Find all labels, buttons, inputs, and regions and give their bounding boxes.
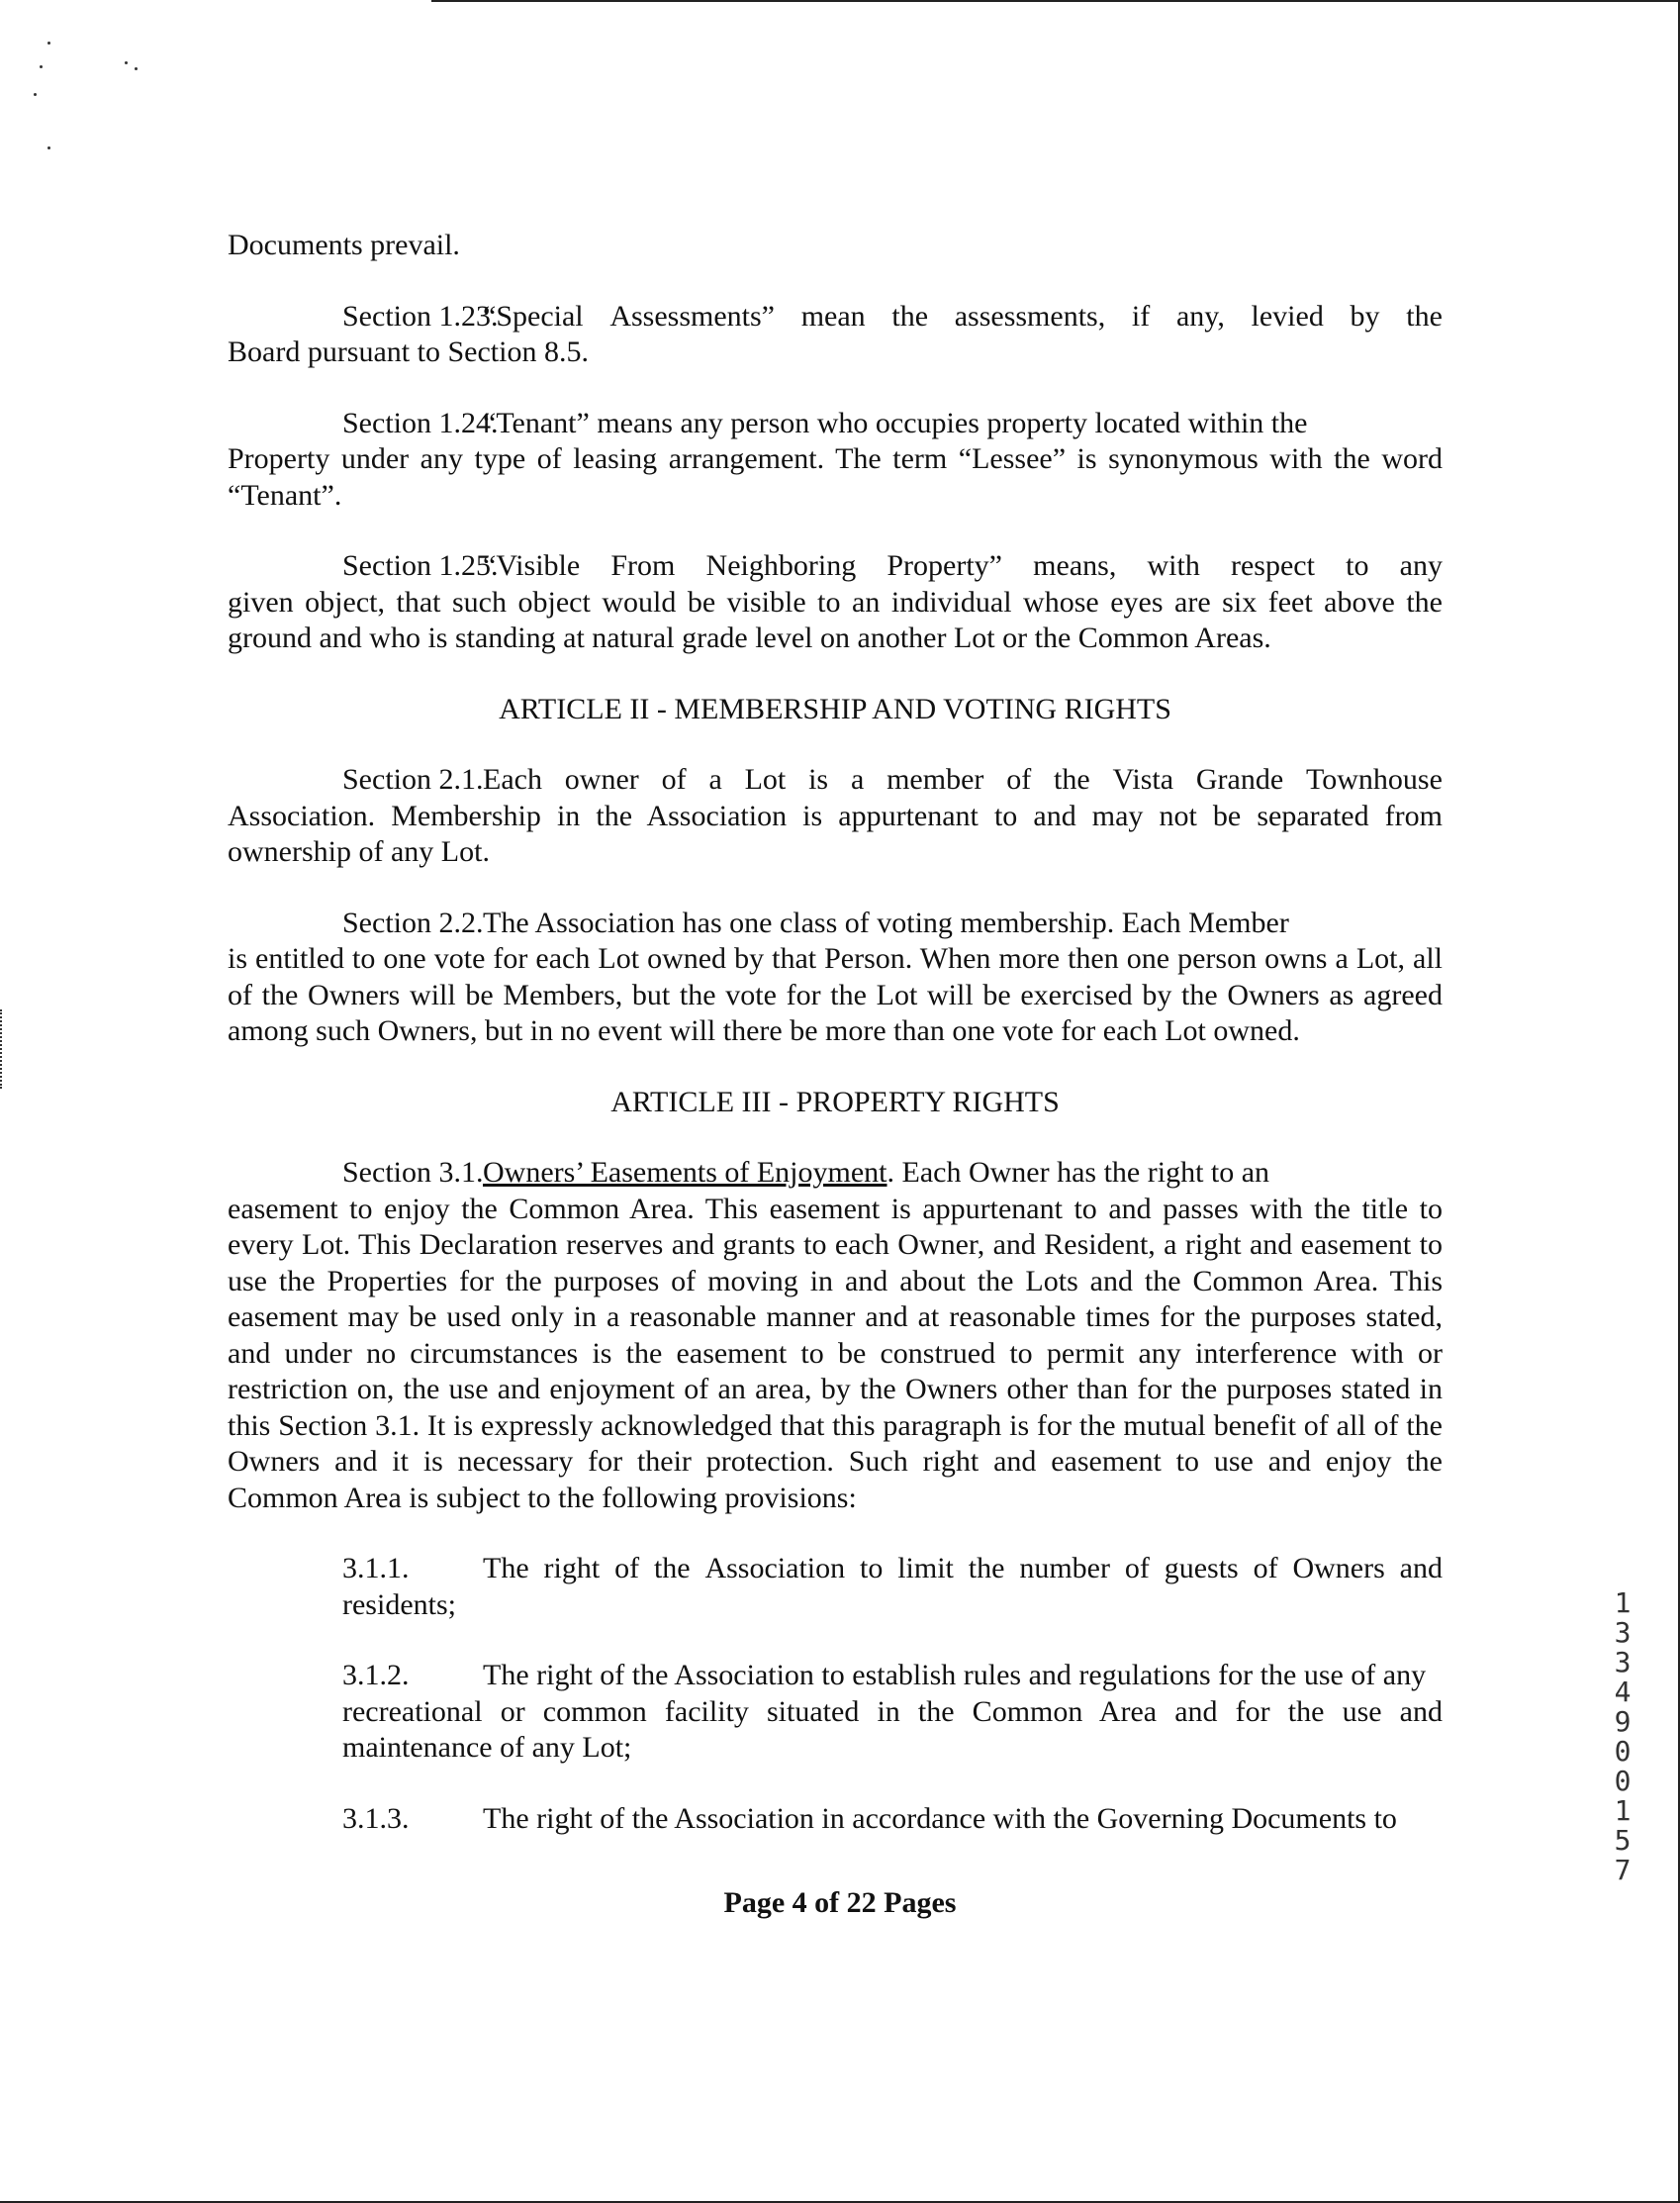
section-first-line [483,762,1443,799]
section-2-2 [228,906,1443,1050]
section-text: Board pursuant to Section 8.5. [228,335,589,368]
provision-first-line: The right of the Association to establish rules and regulations for the use of any [483,1659,1427,1691]
section-first-line [483,548,1443,585]
word: owner [564,763,639,796]
scan-speck [47,42,50,45]
word: the [653,1552,691,1584]
word: Association [704,1552,846,1584]
article-3-heading: ARTICLE III - PROPERTY RIGHTS [610,1085,1060,1118]
provision-text: recreational or common facility situated in the Common Area and for the use and maintenance of any Lot; [342,1694,1443,1764]
provision-3-1-3 [228,1801,1443,1838]
section-text: easement to enjoy the Common Area. This easement is appurtenant to and passes with the title to every Lot. This Declaration reserves and grants to each Owner, and Resident, a right and easement to use the Properties for the purposes of moving in and about the Lots and the Common Area. This easement may be used only in a reasonable manner and at reasonable times for the purposes stated, and under no circumstances is the easement to be construed to permit any interference with or restriction on, the use and enjoyment of an area, by the Owners other than for the purposes stated in this Section 3.1. It is expressly acknowledged that this paragraph is for the mutual benefit of all of the Owners and it is necessary for their protection. Such right and easement to use and enjoy the Common Area is subject to the following provisions: [228,1192,1443,1514]
section-label: Section 2.2. [342,906,484,939]
word: any, [1175,299,1225,333]
section-2-1 [228,762,1443,871]
provision-label: 3.1.3. [342,1801,410,1835]
section-first-line [483,1155,1443,1192]
word: Lot [744,763,787,796]
provision-first-line: The right of the Association in accordance with the Governing Documents to [483,1801,1397,1835]
margin-stamp: 13349 00157 [1614,1586,1632,1886]
word: Assessments” [609,299,775,333]
provision-label: 3.1.1. [342,1552,410,1584]
word: is [808,763,829,796]
word: Property” [887,549,1002,582]
word: limit [897,1552,954,1584]
word: right [543,1552,601,1584]
section-3-1 [228,1155,1443,1516]
section-first-line: “Tenant” means any person who occupies property located within the [483,406,1308,439]
word: levied [1251,299,1324,333]
word: The [483,1552,529,1584]
word: a [708,763,722,796]
section-label: Section 1.23. [342,299,499,333]
section-first-line-tail: . Each Owner has the right to an [887,1156,1270,1189]
word: number [1019,1552,1110,1584]
word: Townhouse [1306,763,1443,796]
section-text: Property under any type of leasing arrangement. The term “Lessee” is synonymous with the word “Tenant”. [228,442,1443,512]
document-body [228,228,1443,1837]
section-label: Section 1.25. [342,549,499,582]
scan-speck [40,65,43,68]
word: of [1124,1552,1150,1584]
provision-3-1-1 [228,1551,1443,1623]
section-1-25 [228,548,1443,657]
page-number-footer: Page 4 of 22 Pages [723,1886,957,1919]
provision-label: 3.1.2. [342,1659,410,1691]
word: guests [1164,1552,1239,1584]
word: means, [1033,549,1117,582]
section-first-line [483,299,1443,335]
word: by [1350,299,1380,333]
section-text: Association. Membership in the Association is appurtenant to and may not be separated from ownership of any Lot. [228,799,1443,868]
scan-speck [135,67,138,70]
word: “Special [483,299,584,333]
word: “Visible [483,549,581,582]
word: and [1399,1552,1443,1584]
word: Grande [1195,763,1284,796]
word: From [610,549,676,582]
word: Neighboring [705,549,857,582]
section-title: Owners’ Easements of Enjoyment [483,1156,887,1189]
word: member [887,763,984,796]
section-text: given object, that such object would be visible to an individual whose eyes are six feet above the ground and who is standing at natural grade level on another Lot or the Common Areas. [228,585,1443,654]
provision-first-line [483,1551,1443,1587]
scan-top-rule [431,0,1680,2]
word: with [1147,549,1200,582]
scan-speck [47,146,50,149]
word: the [891,299,929,333]
article-2-heading: ARTICLE II - MEMBERSHIP AND VOTING RIGHTS [499,692,1171,725]
scan-speck [125,61,128,64]
section-label: Section 3.1. [342,1156,484,1189]
carryover-text: Documents prevail. [228,229,460,261]
word: the [968,1552,1005,1584]
scan-speck [34,93,37,96]
word: Each [483,763,542,796]
word: to [1346,549,1369,582]
word: to [860,1552,884,1584]
section-1-24 [228,406,1443,515]
word: of [614,1552,640,1584]
word: mean [800,299,866,333]
word: if [1131,299,1151,333]
word: the [1406,299,1443,333]
section-1-23 [228,299,1443,371]
word: the [1054,763,1090,796]
section-label: Section 2.1. [342,763,484,796]
word: assessments, [954,299,1106,333]
word: respect [1231,549,1315,582]
section-first-line: The Association has one class of voting membership. Each Member [483,906,1289,939]
word: Owners [1292,1552,1385,1584]
word: a [850,763,865,796]
provision-text: residents; [342,1587,456,1621]
word: of [661,763,687,796]
section-label: Section 1.24. [342,406,499,439]
provision-3-1-2 [228,1658,1443,1767]
word: any [1399,549,1443,582]
word: of [1006,763,1032,796]
word: of [1253,1552,1278,1584]
scan-edge-marks [0,1009,5,1089]
word: Vista [1112,763,1174,796]
section-text: is entitled to one vote for each Lot owned by that Person. When more then one person owns a Lot, all of the Owners will be Members, but the vote for the Lot will be exercised by the Owners as agreed among such Owners, but in no event will there be more than one vote for each Lot owned. [228,942,1443,1047]
